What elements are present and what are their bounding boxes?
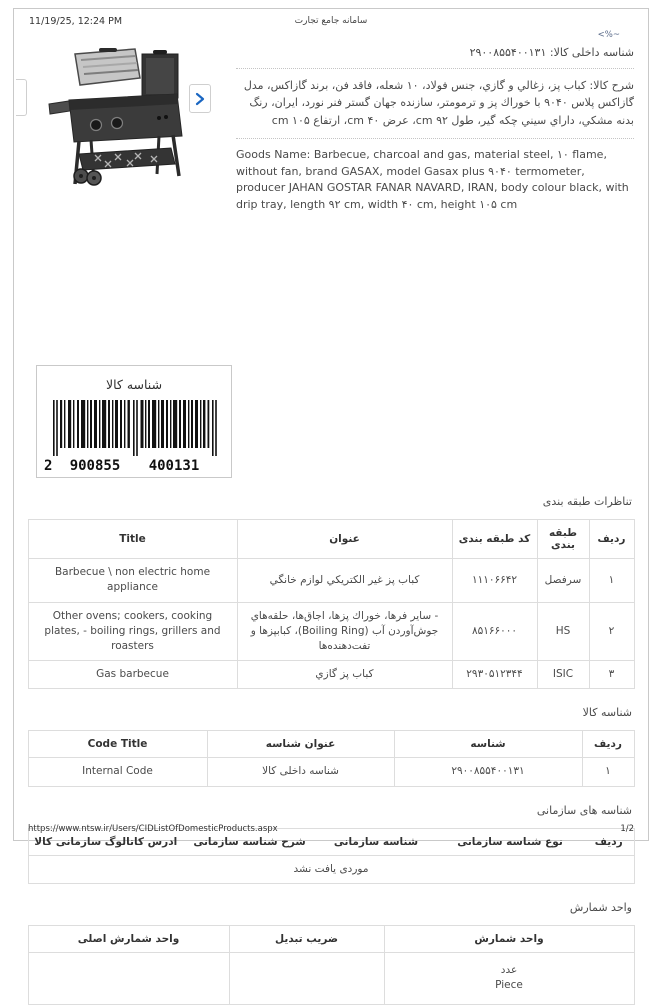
empty-result-message: موردی یافت نشد bbox=[28, 855, 634, 883]
cell-title-en: Gas barbecue bbox=[28, 661, 237, 689]
cell-row-number: ۳ bbox=[589, 661, 634, 689]
product-text-block bbox=[236, 46, 634, 213]
product-summary-section bbox=[14, 46, 634, 213]
col-header-org-catalog: ادرس کاتالوگ سازمانی کالا bbox=[28, 828, 183, 855]
col-header-code: کد طبقه بندی bbox=[452, 520, 537, 559]
col-header-row-number: ردیف bbox=[589, 520, 634, 559]
cell-title-en: Other ovens; cookers, cooking plates, - boiling rings, grillers and roasters bbox=[28, 602, 237, 661]
print-datetime: 11/19/25, 12:24 PM bbox=[29, 16, 123, 27]
cell-id-title: شناسه داخلی کالا bbox=[207, 758, 394, 786]
barcode-panel bbox=[36, 365, 232, 478]
col-header-scheme: طبقه بندی bbox=[537, 520, 589, 559]
cell-scheme: ISIC bbox=[537, 661, 589, 689]
cell-id: ۲۹۰۰۸۵۵۴۰۰۱۳۱ bbox=[394, 758, 582, 786]
internal-product-id: شناسه داخلی کالا: ۲۹۰۰۸۵۵۴۰۰۱۳۱ bbox=[236, 46, 634, 69]
table-row bbox=[28, 758, 634, 786]
product-description-fa: شرح کالا: کباب پز، زغالي و گازي، جنس فولاد، ۱۰ شعله، فاقد فن، برند گازاکس، مدل گازاکس پلاس ۹۰۴۰ با خوراك پز و ترمومتر، سازنده جهان گستر فنر نورد، ایران، رنگ بدنه مشکي، داراي سیني چکه گیر، طول ۹۲ cm، عرض ۴۰ cm، ارتفاع ۱۰۵ cm bbox=[236, 69, 634, 139]
page-frame bbox=[13, 8, 649, 992]
unit-name-en: Piece bbox=[495, 979, 523, 992]
identifier-table bbox=[28, 730, 635, 786]
product-description-en: Goods Name: Barbecue, charcoal and gas, material steel, ۱۰ flame, without fan, brand GASAX, model Gasax plus ۹۰۴۰ termometer, producer JAHAN GOSTAR FANAR NAVARD, IRAN, body colour black, with drip tray, length ۹۲ cm, width ۴۰ cm, height ۱۰۵ cm bbox=[236, 148, 629, 211]
cell-code: ۲۹۳۰۵۱۲۳۴۴ bbox=[452, 661, 537, 689]
barcode-image bbox=[43, 398, 225, 474]
col-header-code-title: Code Title bbox=[28, 731, 207, 758]
footer-url: https://www.ntsw.ir/Users/CIDListOfDomesticProducts.aspx bbox=[28, 824, 278, 834]
col-header-title-fa: عنوان bbox=[237, 520, 452, 559]
print-header bbox=[14, 9, 648, 29]
org-identifiers-section-title: شناسه های سازمانی bbox=[536, 803, 632, 817]
cell-title-fa: - سایر فرها، خوراك پزها، اجاق‌ها، حلقه‌هاي جوش‌آوردن آب (Boiling Ring)، کبابپزها و تفت‌دهنده‌ها bbox=[237, 602, 452, 661]
cell-row-number: ۲ bbox=[589, 602, 634, 661]
page-number: 1/2 bbox=[620, 824, 634, 834]
org-identifiers-table bbox=[28, 828, 635, 884]
product-image-barbecue bbox=[39, 48, 189, 188]
cell-title-fa: کباب پز غیر الکتریکي لوازم خانگي bbox=[237, 559, 452, 602]
barcode-digit-group-3: 400131 bbox=[148, 458, 200, 475]
col-header-id-title: عنوان شناسه bbox=[207, 731, 394, 758]
col-header-row-number: ردیف bbox=[582, 731, 634, 758]
carousel-next-button[interactable] bbox=[189, 84, 211, 113]
col-header-id: شناسه bbox=[394, 731, 582, 758]
table-header-row bbox=[28, 520, 634, 559]
table-row bbox=[28, 952, 634, 1004]
template-artifact-text: <%~ bbox=[597, 30, 620, 40]
barcode-digit-group-1: 2 bbox=[44, 458, 53, 475]
cell-row-number: ۱ bbox=[582, 758, 634, 786]
barcode-digit-group-2: 900855 bbox=[69, 458, 121, 475]
col-header-unit: واحد شمارش bbox=[384, 925, 634, 952]
print-footer bbox=[28, 824, 634, 834]
cell-unit bbox=[384, 952, 634, 1004]
table-row bbox=[28, 602, 634, 661]
table-header-row bbox=[28, 925, 634, 952]
chevron-right-icon bbox=[195, 92, 205, 106]
identifier-section-title: شناسه کالا bbox=[582, 706, 632, 720]
cell-title-fa: کباب پز گازي bbox=[237, 661, 452, 689]
carousel-prev-button[interactable] bbox=[16, 79, 27, 116]
col-header-conversion-factor: ضریب تبدیل bbox=[229, 925, 384, 952]
site-title: سامانه جامع تجارت bbox=[294, 16, 368, 26]
col-header-org-id-type: نوع شناسه سازمانی bbox=[436, 828, 584, 855]
empty-result-row bbox=[28, 855, 634, 883]
table-header-row bbox=[28, 731, 634, 758]
cell-conversion-factor bbox=[229, 952, 384, 1004]
cell-scheme: سرفصل bbox=[537, 559, 589, 602]
product-image-carousel bbox=[14, 46, 236, 213]
col-header-org-id: شناسه سازمانی bbox=[316, 828, 436, 855]
cell-main-unit bbox=[28, 952, 229, 1004]
counting-unit-section-title: واحد شمارش bbox=[569, 900, 632, 914]
col-header-title-en: Title bbox=[28, 520, 237, 559]
classification-table bbox=[28, 519, 635, 689]
table-row bbox=[28, 559, 634, 602]
col-header-main-unit: واحد شمارش اصلی bbox=[28, 925, 229, 952]
cell-code: ۸۵۱۶۶۰۰۰ bbox=[452, 602, 537, 661]
barcode-title: شناسه کالا bbox=[105, 377, 163, 393]
table-row bbox=[28, 661, 634, 689]
col-header-org-id-desc: شرح شناسه سازمانی bbox=[183, 828, 316, 855]
tables-content bbox=[14, 495, 648, 1005]
cell-code-title: Internal Code bbox=[28, 758, 207, 786]
cell-code: ۱۱۱۰۶۶۴۲ bbox=[452, 559, 537, 602]
unit-name-fa: عدد bbox=[500, 963, 518, 976]
classification-section-title: تناظرات طبقه بندی bbox=[542, 495, 632, 509]
cell-row-number: ۱ bbox=[589, 559, 634, 602]
cell-scheme: HS bbox=[537, 602, 589, 661]
col-header-row-number: ردیف bbox=[584, 828, 634, 855]
cell-title-en: Barbecue \ non electric home appliance bbox=[28, 559, 237, 602]
counting-unit-table bbox=[28, 925, 635, 1005]
